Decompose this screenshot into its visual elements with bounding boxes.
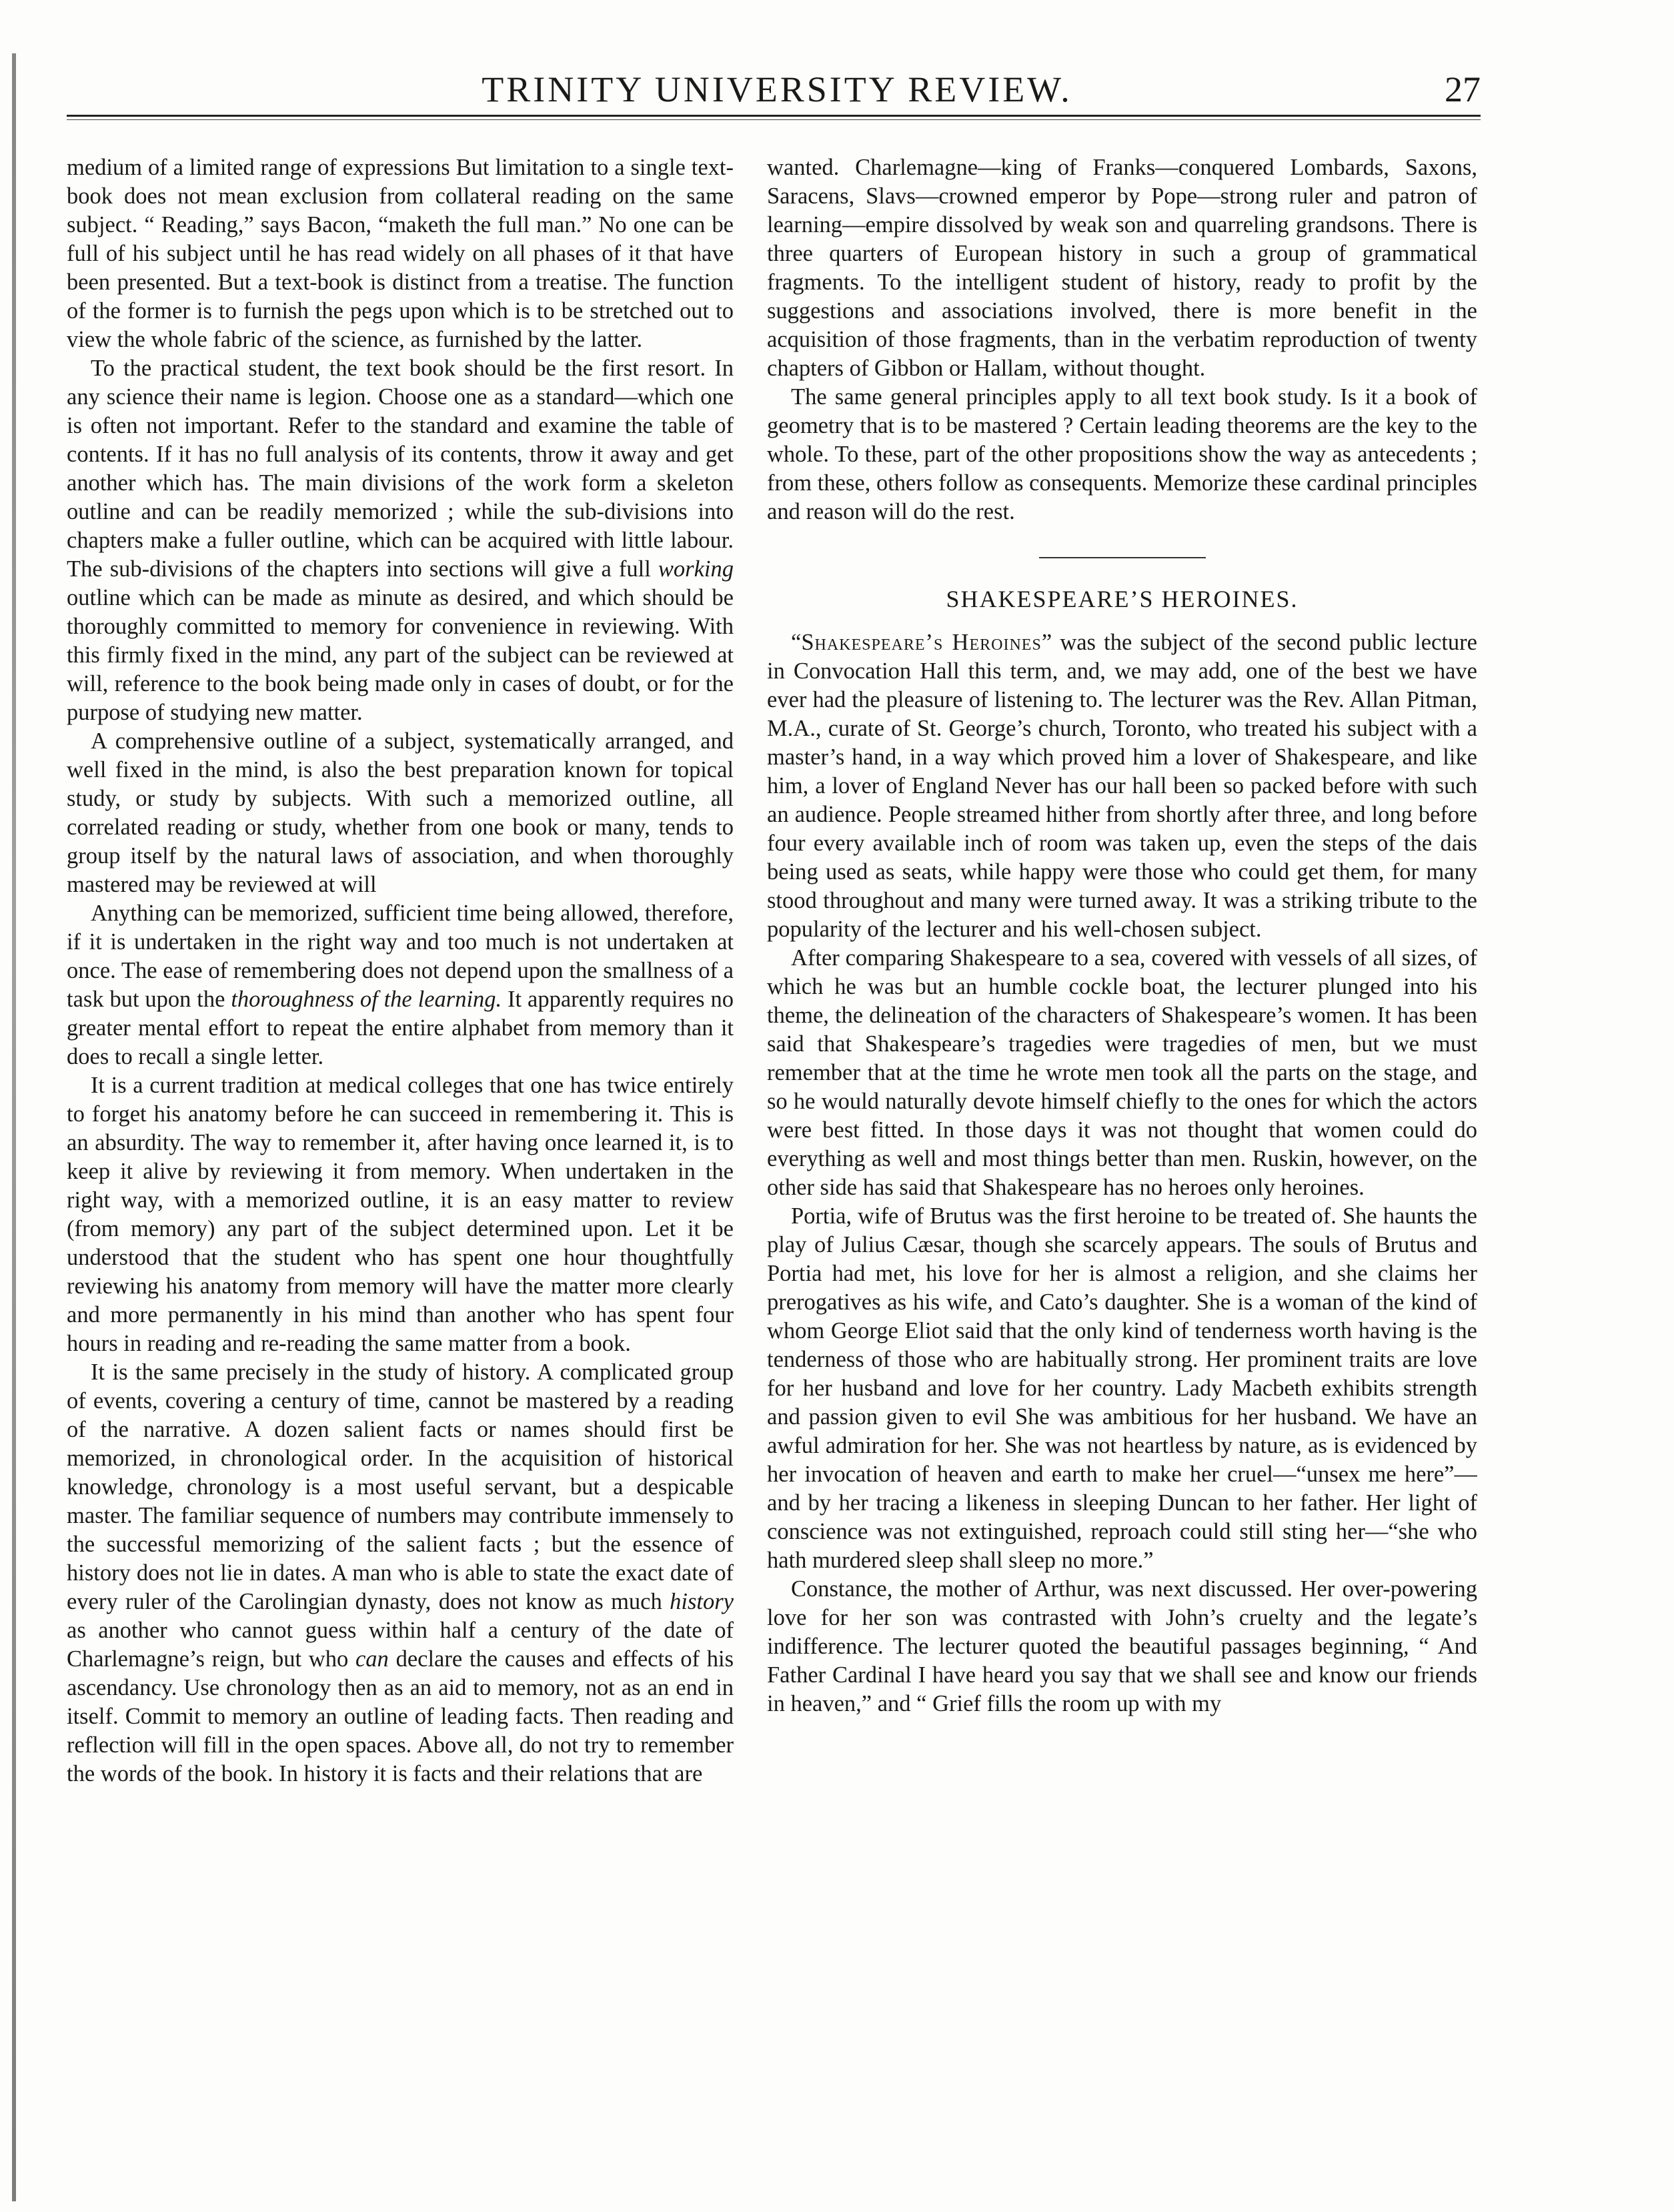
paragraph: Constance, the mother of Arthur, was next discussed. Her over-powering love for her son was contrasted with John’s cruelty and the legate’s indifference. The lecturer quoted the beautiful passages beginning, “ And Father Cardinal I have heard you say that we shall see and know our friends in heaven,” and “ Grief fills the room up with my: [767, 1576, 1477, 1716]
right-column: [767, 153, 1477, 2181]
paragraph: The same general principles apply to all text book study. Is it a book of geometry that is to be mastered ? Certain leading theorems are the key to the whole. To these, part of the other propositions show the way as antecedents ; from these, others follow as consequents. Memorize these cardinal principles and reason will do the rest.: [767, 384, 1477, 524]
paragraph: To the practical student, the text book should be the first resort. In any science their name is legion. Choose one as a standard—which one is often not important. Refer to the standard and examine the table of contents. If it has no full analysis of its contents, throw it away and get another which has. The main divisions of the work form a skeleton outline and can be readily memorized ; while the sub-divisions into chapters make a fuller outline, which can be acquired with little labour. The sub-divisions of the chapters into sections will give a full working outline which can be made as minute as desired, and which should be thoroughly committed to memory for convenience in reviewing. With this firmly fixed in the mind, any part of the subject can be reviewed at will, reference to the book being made only in cases of doubt, or for the purpose of studying new matter.: [67, 356, 734, 725]
section-title: SHAKESPEARE’S HEROINES.: [946, 586, 1299, 612]
paragraph: Anything can be memorized, sufficient time being allowed, therefore, if it is undertaken in the right way and too much is not undertaken at once. The ease of remembering does not depend upon the smallness of a task but upon the thoroughness of the learning. It apparently requires no greater mental effort to repeat the entire alphabet from memory than it does to recall a single letter.: [67, 901, 734, 1069]
header-rule: [67, 115, 1481, 120]
paragraph: “Shakespeare’s Heroines” was the subject of the second public lecture in Convocation Hall this term, and, we may add, one of the best we have ever had the pleasure of listening to. The lecturer was the Rev. Allan Pitman, M.A., curate of St. George’s church, Toronto, who treated his subject with a master’s hand, in a way which proved him a lover of Shakespeare, and like him, a lover of England Never has our hall been so packed before with such an audience. People streamed hither from shortly after three, and long before four every available inch of room was taken up, even the steps of the dais being used as seats, while happy were those who could get them, for many stood throughout and many were turned away. It was a striking tribute to the popularity of the lecturer and his well-chosen subject.: [767, 630, 1477, 942]
page-number: 27: [1445, 69, 1481, 109]
journal-title: TRINITY UNIVERSITY REVIEW.: [482, 69, 1072, 109]
paragraph: medium of a limited range of expressions But limitation to a single text-book does not mean exclusion from collateral reading on the same subject. “ Reading,” says Bacon, “maketh the full man.” No one can be full of his subject until he has read widely on all phases of it that have been presented. But a text-book is distinct from a treatise. The function of the former is to furnish the pegs upon which is to be stretched out to view the whole fabric of the science, as furnished by the latter.: [67, 155, 734, 352]
section-divider: [1039, 557, 1206, 558]
paragraph: Portia, wife of Brutus was the first heroine to be treated of. She haunts the play of Julius Cæsar, though she scarcely appears. The souls of Brutus and Portia had met, his love for her is almost a religion, and she claims her prerogatives as his wife, and Cato’s daughter. She is a woman of the kind of whom George Eliot said that the only kind of tenderness worth having is the tenderness of those who are habitually strong. Her prominent traits are love for her husband and love for her country. Lady Macbeth exhibits strength and passion given to evil She was ambitious for her husband. We have an awful admiration for her. She was not heartless by nature, as is evidenced by her invocation of heaven and earth to make her cruel—“unsex me here”—and by her tracing a likeness in sleeping Duncan to her father. Her light of conscience was not extinguished, reproach could still sting her—“she who hath murdered sleep shall sleep no more.”: [767, 1203, 1477, 1573]
paragraph: After comparing Shakespeare to a sea, covered with vessels of all sizes, of which he was but an humble cockle boat, the lecturer plunged into his theme, the delineation of the characters of Shakespeare’s women. It has been said that Shakespeare’s tragedies were tragedies of men, but we must remember that at the time he wrote men took all the parts on the stage, and so he would naturally devote himself chiefly to the ones for which the actors were best fitted. In those days it was not thought that women could do everything as well and most things better than men. Ruskin, however, on the other side has said that Shakespeare has no heroes only heroines.: [767, 945, 1477, 1200]
paragraph: wanted. Charlemagne—king of Franks—conquered Lombards, Saxons, Saracens, Slavs—crowned emperor by Pope—strong ruler and patron of learning—empire dissolved by weak son and quarreling grandsons. There is three quarters of European history in such a group of grammatical fragments. To the intelligent student of history, ready to profit by the suggestions and associations involved, there is more benefit in the acquisition of those fragments, than in the verbatim reproduction of twenty chapters of Gibbon or Hallam, without thought.: [767, 155, 1477, 381]
paragraph: A comprehensive outline of a subject, systematically arranged, and well fixed in the mind, is also the best preparation known for topical study, or study by subjects. With such a memorized outline, all correlated reading or study, whether from one book or many, tends to group itself by the natural laws of association, and when thoroughly mastered may be reviewed at will: [67, 728, 734, 897]
left-column: [67, 153, 734, 2181]
paragraph: It is a current tradition at medical colleges that one has twice entirely to forget his anatomy before he can succeed in remembering it. This is an absurdity. The way to remember it, after having once learned it, is to keep it alive by reviewing it from memory. When undertaken in the right way, with a memorized outline, it is an easy matter to review (from memory) any part of the subject determined upon. Let it be understood that the student who has spent one hour thoughtfully reviewing his anatomy from memory will have the matter more clearly and more permanently in his mind than another who has spent four hours in reading and re-reading the same matter from a book.: [67, 1073, 734, 1356]
page-edge-shadow: [12, 53, 16, 2201]
paragraph: It is the same precisely in the study of history. A complicated group of events, covering a century of time, cannot be mastered by a reading of the narrative. A dozen salient facts or names should first be memorized, in chronological order. In the acquisition of historical knowledge, chronology is a most useful servant, but a despicable master. The familiar sequence of numbers may contribute immensely to the successful memorizing of the salient facts ; but the essence of history does not lie in dates. A man who is able to state the exact date of every ruler of the Carolingian dynasty, does not know as much history as another who cannot guess within half a century of the date of Charlemagne’s reign, but who can declare the causes and effects of his ascendancy. Use chronology then as an aid to memory, not as an end in itself. Commit to memory an outline of leading facts. Then reading and reflection will fill in the open spaces. Above all, do not try to remember the words of the book. In history it is facts and their relations that are: [67, 1359, 734, 1786]
